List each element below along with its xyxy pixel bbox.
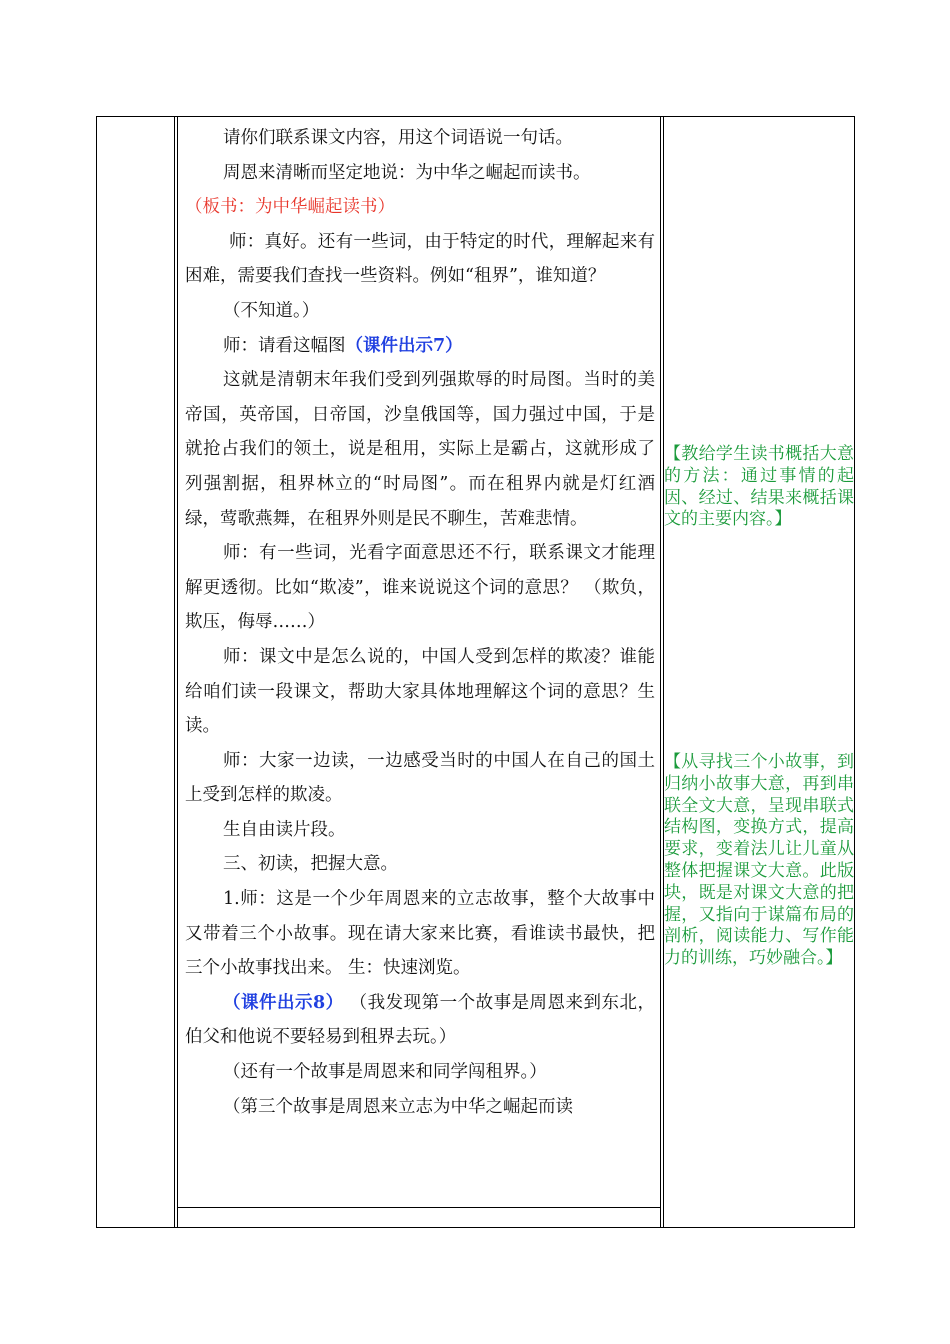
paragraph-13: 1.师：这是一个少年周恩来的立志故事，整个大故事中又带着三个小故事。现在请大家来比赛，看谁读书最快，把三个小故事找出来。 生：快速浏览。 — [185, 889, 655, 979]
paragraph-7: 这就是清朝末年我们受到列强欺辱的时局图。当时的美帝国，英帝国，日帝国，沙皇俄国等，国力强过中国，于是就抢占我们的领土，说是租用，实际上是霸占，这就形成了列强割据，租界林立的“时局图”。而在租界内就是灯红酒绿，莺歌燕舞，在租界外则是民不聊生，苦难悲情。 — [185, 370, 655, 529]
paragraph-1: 请你们联系课文内容，用这个词语说一句话。 — [223, 128, 573, 148]
design-note-1: 【教给学生读书概括大意的方法：通过事情的起因、经过、结果来概括课文的主要内容。】 — [664, 444, 854, 530]
paragraph-6 — [185, 329, 655, 364]
paragraph-4: 师：真好。还有一些词，由于特定的时代，理解起来有困难，需要我们查找一些资料。例如“租界”，谁知道？ — [185, 231, 655, 287]
paragraph-10: 师：大家一边读，一边感受当时的中国人在自己的国土上受到怎样的欺凌。 — [185, 750, 655, 806]
paragraph-16: （第三个故事是周恩来立志为中华之崛起而读 — [223, 1096, 573, 1117]
paragraph-15: （还有一个故事是周恩来和同学闯租界。） — [223, 1062, 547, 1083]
column-divider-left — [174, 116, 175, 1228]
paragraph-14-text: （我发现第一个故事是周恩来到东北，伯父和他说不要轻易到租界去玩。） — [185, 992, 655, 1048]
courseware-label-8: （课件出示8） — [223, 992, 344, 1013]
column-divider-right-inner — [663, 116, 664, 1228]
teaching-process-column — [185, 121, 655, 1124]
paragraph-6-text: 师：请看这幅图 — [223, 335, 346, 356]
column-divider-left-inner — [177, 116, 178, 1228]
board-writing: （板书：为中华崛起读书） — [185, 197, 395, 218]
paragraph-14 — [185, 986, 655, 1055]
paragraph-11: 生自由读片段。 — [223, 819, 346, 840]
paragraph-8: 师：有一些词，光看字面意思还不行，联系课文才能理解更透彻。比如“欺凌”，谁来说说这个词的意思？ （欺负，欺压，侮辱……） — [185, 543, 655, 633]
column-divider-right — [660, 116, 661, 1228]
paragraph-5: （不知道。） — [223, 300, 320, 321]
courseware-label-7: （课件出示7） — [345, 335, 463, 356]
section-heading: 三、初读，把握大意。 — [223, 854, 398, 875]
design-note-2: 【从寻找三个小故事，到归纳小故事大意，再到串联全文大意，呈现串联式结构图，变换方式，提高要求，变着法儿让儿童从整体把握课文大意。此版块，既是对课文大意的把握，又指向于谋篇布局的剖析，阅读能力、写作能力的训练，巧妙融合。】 — [664, 752, 854, 969]
row-divider-bottom — [177, 1207, 660, 1208]
paragraph-9: 师：课文中是怎么说的，中国人受到怎样的欺凌？谁能给咱们读一段课文，帮助大家具体地理解这个词的意思？生读。 — [185, 646, 655, 737]
paragraph-2: 周恩来清晰而坚定地说：为中华之崛起而读书。 — [223, 162, 591, 183]
